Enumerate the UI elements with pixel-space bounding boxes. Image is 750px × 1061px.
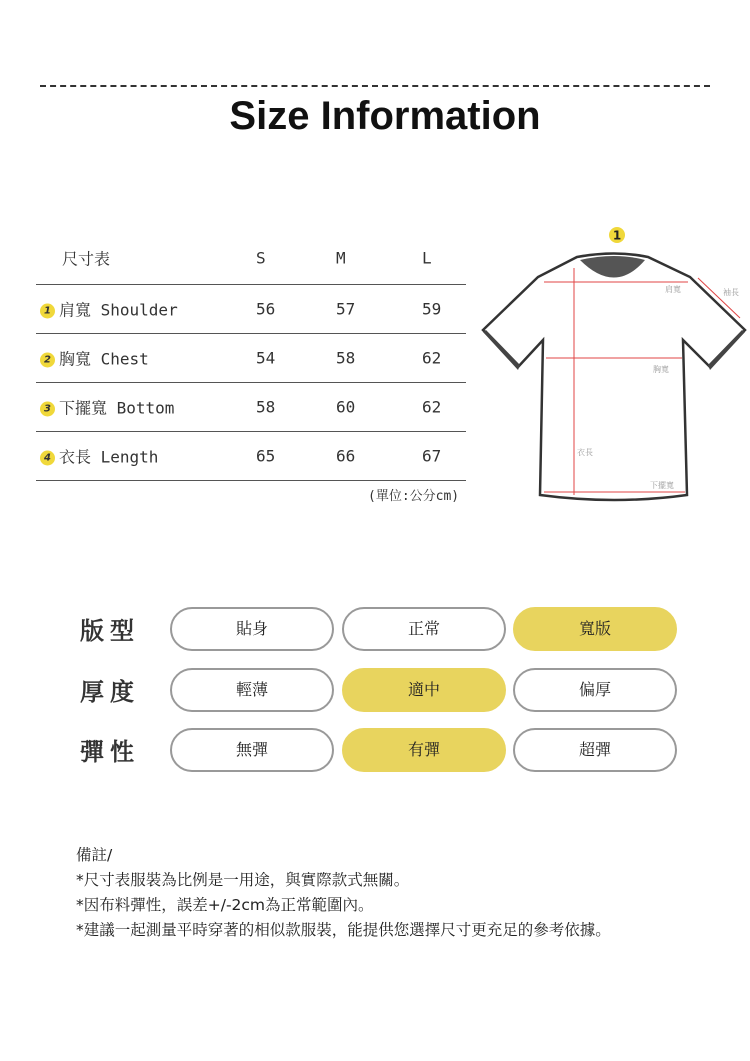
table-row xyxy=(36,432,466,481)
table-header xyxy=(36,232,466,285)
option-pill: 有彈 xyxy=(342,728,506,772)
row-label: 下擺寬 Bottom xyxy=(59,398,175,418)
shoulder-label: 肩寬 xyxy=(665,285,681,294)
cell: 56 xyxy=(256,299,276,319)
option-pill: 輕薄 xyxy=(170,668,334,712)
option-pill: 寬版 xyxy=(513,607,677,651)
attribute-label: 彈性 xyxy=(80,738,140,766)
number-badge: 2 xyxy=(40,353,55,368)
cell: 58 xyxy=(256,397,276,417)
notes-title: 備註/ xyxy=(76,846,113,864)
notes xyxy=(76,843,611,943)
attribute-label: 厚度 xyxy=(80,678,140,706)
cell: 62 xyxy=(422,348,442,368)
dashed-divider xyxy=(40,85,710,87)
unit-note: (單位:公分cm) xyxy=(368,489,460,504)
chest-label: 胸寬 xyxy=(653,365,669,374)
length-label: 衣長 xyxy=(577,448,593,457)
attribute-label: 版型 xyxy=(80,617,140,645)
cell: 66 xyxy=(336,446,356,466)
option-pill: 貼身 xyxy=(170,607,334,651)
option-pill: 正常 xyxy=(342,607,506,651)
shirt-outline xyxy=(483,254,745,501)
cell: 62 xyxy=(422,397,442,417)
size-table xyxy=(36,232,466,481)
tshirt-diagram xyxy=(480,220,750,510)
badge-number: 1 xyxy=(612,228,622,243)
cell: 67 xyxy=(422,446,442,466)
option-pill: 無彈 xyxy=(170,728,334,772)
header-m: M xyxy=(336,248,346,268)
note-line: *尺寸表服裝為比例是一用途，與實際款式無關。 xyxy=(76,871,410,889)
option-pill: 適中 xyxy=(342,668,506,712)
number-badge: 4 xyxy=(40,451,55,466)
page-title: Size Information xyxy=(229,94,541,138)
row-label: 胸寬 Chest xyxy=(59,349,149,369)
row-label: 肩寬 Shoulder xyxy=(59,300,178,320)
note-line: *因布料彈性，誤差+/-2cm為正常範圍內。 xyxy=(76,896,374,914)
cell: 65 xyxy=(256,446,276,466)
cell: 54 xyxy=(256,348,276,368)
row-label: 衣長 Length xyxy=(59,447,159,467)
table-row xyxy=(36,285,466,334)
table-row xyxy=(36,383,466,432)
number-badge: 3 xyxy=(40,402,55,417)
note-line: *建議一起測量平時穿著的相似款服裝，能提供您選擇尺寸更充足的參考依據。 xyxy=(76,921,611,939)
header-s: S xyxy=(256,248,266,268)
option-pill: 偏厚 xyxy=(513,668,677,712)
cell: 58 xyxy=(336,348,356,368)
header-label: 尺寸表 xyxy=(62,249,111,269)
cell: 57 xyxy=(336,299,356,319)
number-badge: 1 xyxy=(40,304,55,319)
table-row xyxy=(36,334,466,383)
option-pill: 超彈 xyxy=(513,728,677,772)
header-l: L xyxy=(422,248,432,268)
bottom-label: 下擺寬 xyxy=(650,481,674,490)
sleeve-label: 袖長 xyxy=(723,288,739,297)
cell: 60 xyxy=(336,397,356,417)
cell: 59 xyxy=(422,299,442,319)
